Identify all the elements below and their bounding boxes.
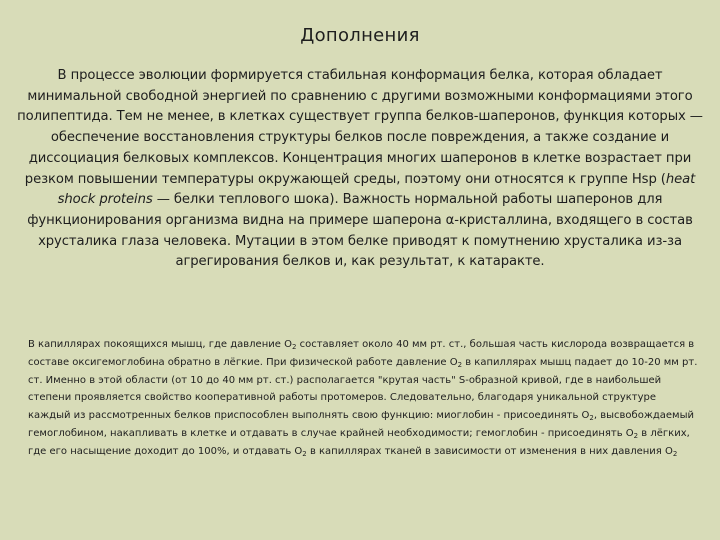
o2-subscript: 2 <box>457 360 463 369</box>
note-s1: В капиллярах покоящихся мышц, где давление O <box>28 339 292 350</box>
main-text-part1: В процессе эволюции формируется стабильная конформация белка, которая обладает минимальной свободной энергией по сравнению с другими возможными конформациями этого полипептида. Тем не менее, в клетках существует группа белков-шаперонов, функция которых — обеспечение восстановления структуры белков после повреждения, а также создание и диссоциация белковых комплексов. Концентрация многих шаперонов в клетке возрастает при резком повышении температуры окружающей среды, поэтому они относятся к группе Hsp ( <box>17 68 703 187</box>
o2-subscript: 2 <box>302 449 307 458</box>
note-s5: в лёгких, где его насыщение доходит до 100%, и отдавать O <box>28 427 690 457</box>
main-paragraph <box>14 66 706 273</box>
main-text-italic: heat shock proteins <box>57 171 696 208</box>
note-s4: , высвобождаемый гемоглобином, накапливать в клетке и отдавать в случае крайней необходимости; гемоглобин - присоединять O <box>28 410 694 439</box>
o2-subscript: 2 <box>589 414 594 423</box>
o2-subscript: 2 <box>291 343 297 351</box>
note-paragraph <box>28 336 700 461</box>
note-s6: в капиллярах тканей в зависимости от изменения в них давления O <box>306 445 673 457</box>
note-s2: составляет около 40 мм рт. ст., большая часть кислорода возвращается в составе оксигемоглобина обратно в лёгкие. При физической работе давление O <box>28 339 695 368</box>
note-s3: в капиллярах мышц падает до 10-20 мм рт. ст. Именно в этой области (от 10 до 40 мм рт. ст.) располагается "крутая часть" S-образной кривой, где в наибольшей степени проявляется свойство кооперативной работы протомеров. Следовательно, благодаря уникальной структуре каждый из рассмотренных белков приспособлен выполнять свою функцию: миоглобин - присоединять O <box>28 356 698 422</box>
o2-subscript: 2 <box>633 431 639 440</box>
slide-title: Дополнения <box>300 25 420 46</box>
main-text-part2: — белки теплового шока). Важность нормальной работы шаперонов для функционирования организма видна на примере шаперона α-кристаллина, входящего в состав хрусталика глаза человека. Мутации в этом белке приводят к помутнению хрусталика из-за агрегирования белков и, как результат, к катаракте. <box>27 192 693 270</box>
o2-subscript: 2 <box>672 449 678 458</box>
